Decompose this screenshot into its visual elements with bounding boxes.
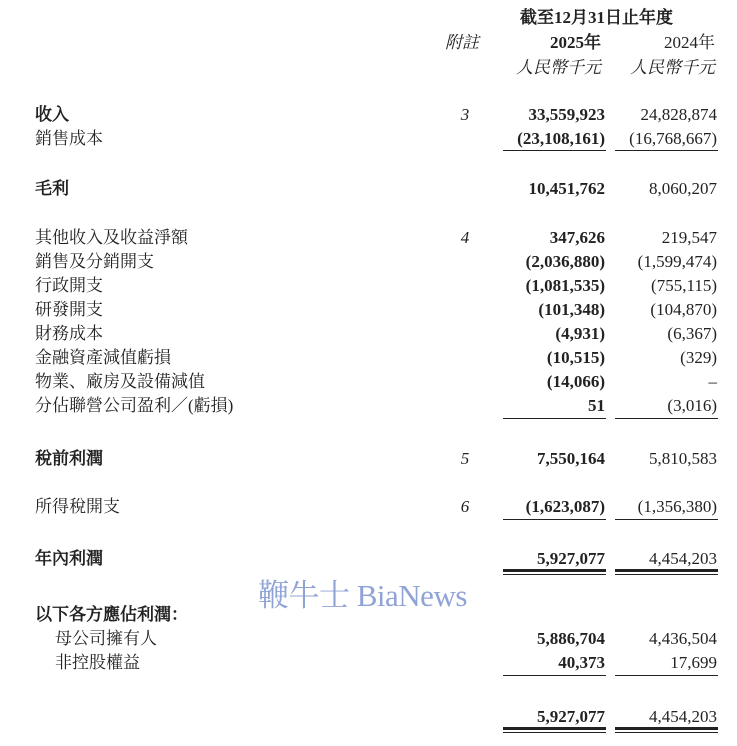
subtotal-rule	[503, 519, 606, 520]
value-2024: 4,436,504	[649, 629, 717, 648]
value-2024: 17,699	[670, 653, 717, 672]
subtotal-rule	[503, 150, 606, 151]
line-item-label: 稅前利潤	[35, 449, 103, 468]
line-item-label: 財務成本	[35, 324, 103, 343]
line-item-label: 母公司擁有人	[55, 629, 157, 648]
line-item-label: 分佔聯營公司盈利／(虧損)	[35, 396, 234, 415]
value-2025: (1,081,535)	[525, 276, 605, 295]
value-2024: –	[708, 372, 717, 391]
subtotal-rule	[615, 150, 718, 151]
value-2025: (14,066)	[546, 372, 605, 391]
subtotal-rule	[503, 675, 606, 676]
line-item-label: 所得稅開支	[35, 497, 120, 516]
value-2025: 7,550,164	[537, 449, 605, 468]
line-item-label: 行政開支	[35, 276, 103, 295]
value-2025: 51	[588, 396, 605, 415]
value-2025: 5,886,704	[537, 629, 605, 648]
line-item-note: 3	[460, 105, 470, 124]
value-2025: 347,626	[549, 228, 605, 247]
value-2025: (10,515)	[546, 348, 605, 367]
total-double-rule	[615, 727, 718, 730]
line-item-label: 毛利	[35, 179, 69, 198]
value-2024: (1,356,380)	[637, 497, 717, 516]
subtotal-rule	[615, 675, 718, 676]
value-2024: (1,599,474)	[637, 252, 717, 271]
value-2024: 24,828,874	[640, 105, 717, 124]
line-item-note: 5	[460, 449, 470, 468]
value-2025: (2,036,880)	[525, 252, 605, 271]
value-2025: 33,559,923	[528, 105, 605, 124]
value-2025: (1,623,087)	[525, 497, 605, 516]
total-double-rule	[503, 569, 606, 572]
line-item-label: 收入	[35, 105, 69, 124]
line-item-label: 銷售及分銷開支	[35, 252, 154, 271]
unit-current-heading: 人民幣千元	[516, 58, 601, 77]
unit-prior-heading: 人民幣千元	[630, 58, 715, 77]
line-item-label: 其他收入及收益淨額	[35, 228, 188, 247]
line-item-label: 銷售成本	[35, 129, 103, 148]
value-2024: (6,367)	[667, 324, 717, 343]
subtotal-rule	[503, 418, 606, 419]
line-item-note: 6	[460, 497, 470, 516]
year-current-heading: 2025年	[550, 33, 601, 52]
total-double-rule	[503, 727, 606, 730]
line-item-label: 物業、廠房及設備減值	[35, 372, 205, 391]
value-2024: 4,454,203	[649, 549, 717, 568]
value-2025: 10,451,762	[528, 179, 605, 198]
value-2024: 8,060,207	[649, 179, 717, 198]
line-item-label: 年內利潤	[35, 549, 103, 568]
value-2024: (329)	[680, 348, 717, 367]
watermark-logo: 鞭牛士 BiaNews	[258, 578, 467, 613]
value-2024: (16,768,667)	[629, 129, 717, 148]
value-2025: (4,931)	[555, 324, 605, 343]
value-2025: (101,348)	[538, 300, 605, 319]
value-2024: (104,870)	[650, 300, 717, 319]
value-2024: 219,547	[661, 228, 717, 247]
subtotal-rule	[615, 519, 718, 520]
value-2025: 40,373	[558, 653, 605, 672]
line-item-label: 非控股權益	[55, 653, 140, 672]
value-2025: 5,927,077	[537, 549, 605, 568]
value-2024: 5,810,583	[649, 449, 717, 468]
value-2024: (755,115)	[651, 276, 717, 295]
period-heading: 截至12月31日止年度	[520, 8, 673, 27]
line-item-label: 以下各方應佔利潤：	[35, 605, 188, 624]
line-item-note: 4	[460, 228, 470, 247]
value-2025: 5,927,077	[537, 707, 605, 726]
line-item-label: 金融資產減值虧損	[35, 348, 171, 367]
total-double-rule	[615, 569, 718, 572]
value-2025: (23,108,161)	[517, 129, 605, 148]
value-2024: (3,016)	[667, 396, 717, 415]
line-item-label: 研發開支	[35, 300, 103, 319]
year-prior-heading: 2024年	[664, 33, 715, 52]
note-column-heading: 附註	[445, 33, 479, 52]
value-2024: 4,454,203	[649, 707, 717, 726]
subtotal-rule	[615, 418, 718, 419]
